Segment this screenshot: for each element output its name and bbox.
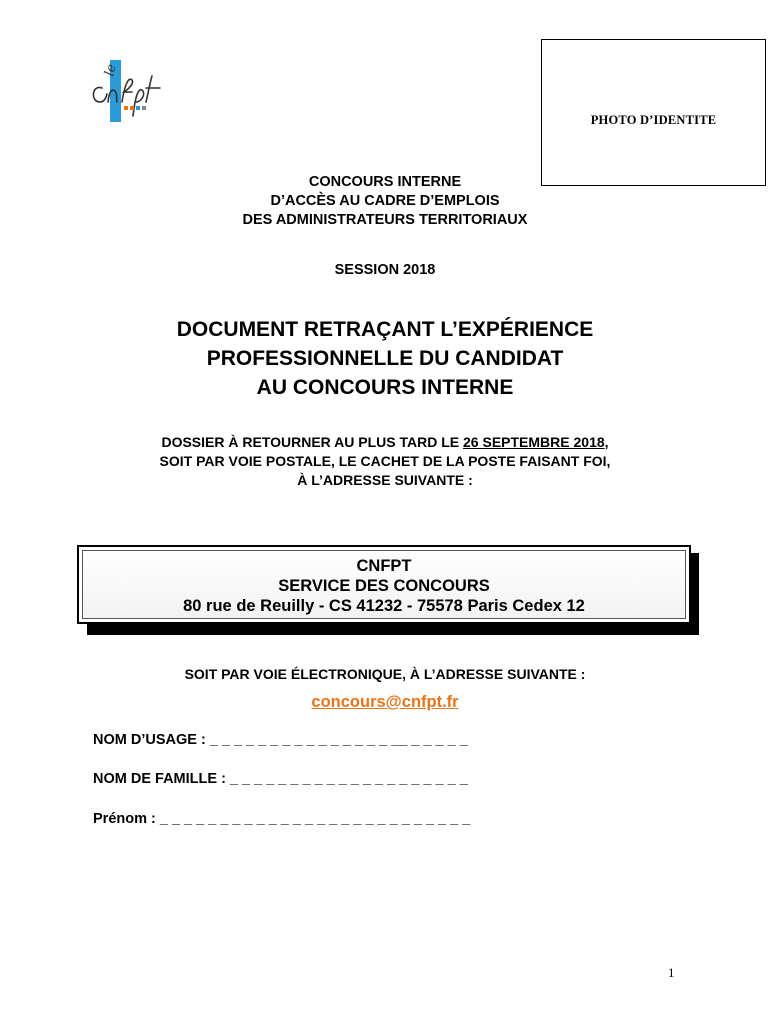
email-link[interactable]: concours@cnfpt.fr	[311, 693, 459, 711]
logo-dot-4	[142, 106, 146, 110]
dossier-prefix: DOSSIER À RETOURNER AU PLUS TARD LE	[161, 434, 464, 450]
title-line-1: DOCUMENT RETRAÇANT L’EXPÉRIENCE	[176, 318, 594, 341]
dossier-instructions	[0, 433, 770, 490]
address-org: CNFPT	[356, 557, 412, 575]
prenom-field[interactable]: Prénom : _ _ _ _ _ _ _ _ _ _ _ _ _ _ _ _ _ _ _ _ _ _ _ _ _ _	[93, 811, 471, 827]
address-text	[79, 556, 689, 616]
logo-dot-2	[130, 106, 134, 110]
title-line-2: PROFESSIONNELLE DU CANDIDAT	[206, 347, 564, 370]
nom-usage-field[interactable]: NOM D’USAGE : _ _ _ _ _ _ _ _ _ _ _ _ _ _ _ __ _ _ _ _ _	[93, 732, 468, 748]
dossier-line-2: SOIT PAR VOIE POSTALE, LE CACHET DE LA POSTE FAISANT FOI,	[159, 453, 611, 469]
address-street: 80 rue de Reuilly - CS 41232 - 75578 Paris Cedex 12	[183, 597, 585, 615]
cnfpt-logo	[88, 58, 180, 126]
address-service: SERVICE DES CONCOURS	[278, 577, 490, 595]
exam-header	[0, 173, 770, 230]
document-title	[0, 315, 770, 402]
dossier-line-3: À L’ADRESSE SUIVANTE :	[297, 472, 473, 488]
address-box	[77, 545, 691, 624]
photo-box	[541, 39, 766, 186]
page-number: 1	[668, 965, 675, 980]
header-line-1: CONCOURS INTERNE	[308, 174, 462, 190]
deadline-date: 26 SEPTEMBRE 2018	[463, 434, 605, 450]
photo-label: PHOTO D’IDENTITE	[590, 113, 717, 127]
logo-dot-3	[136, 106, 140, 110]
email-line	[0, 693, 770, 712]
header-line-3: DES ADMINISTRATEURS TERRITORIAUX	[242, 212, 528, 228]
dossier-line-1	[0, 433, 770, 452]
logo-dot-1	[124, 106, 128, 110]
title-line-3: AU CONCOURS INTERNE	[256, 376, 514, 399]
header-line-2: D’ACCÈS AU CADRE D’EMPLOIS	[270, 193, 500, 209]
nom-famille-field[interactable]: NOM DE FAMILLE : _ _ _ _ _ _ _ _ _ _ _ _ _ _ _ _ _ _ _ _	[93, 771, 468, 787]
dossier-suffix: ,	[604, 434, 609, 450]
session-label: SESSION 2018	[334, 262, 436, 278]
electronic-label: SOIT PAR VOIE ÉLECTRONIQUE, À L’ADRESSE SUIVANTE :	[184, 666, 586, 682]
logo-le-text: le	[102, 62, 120, 78]
